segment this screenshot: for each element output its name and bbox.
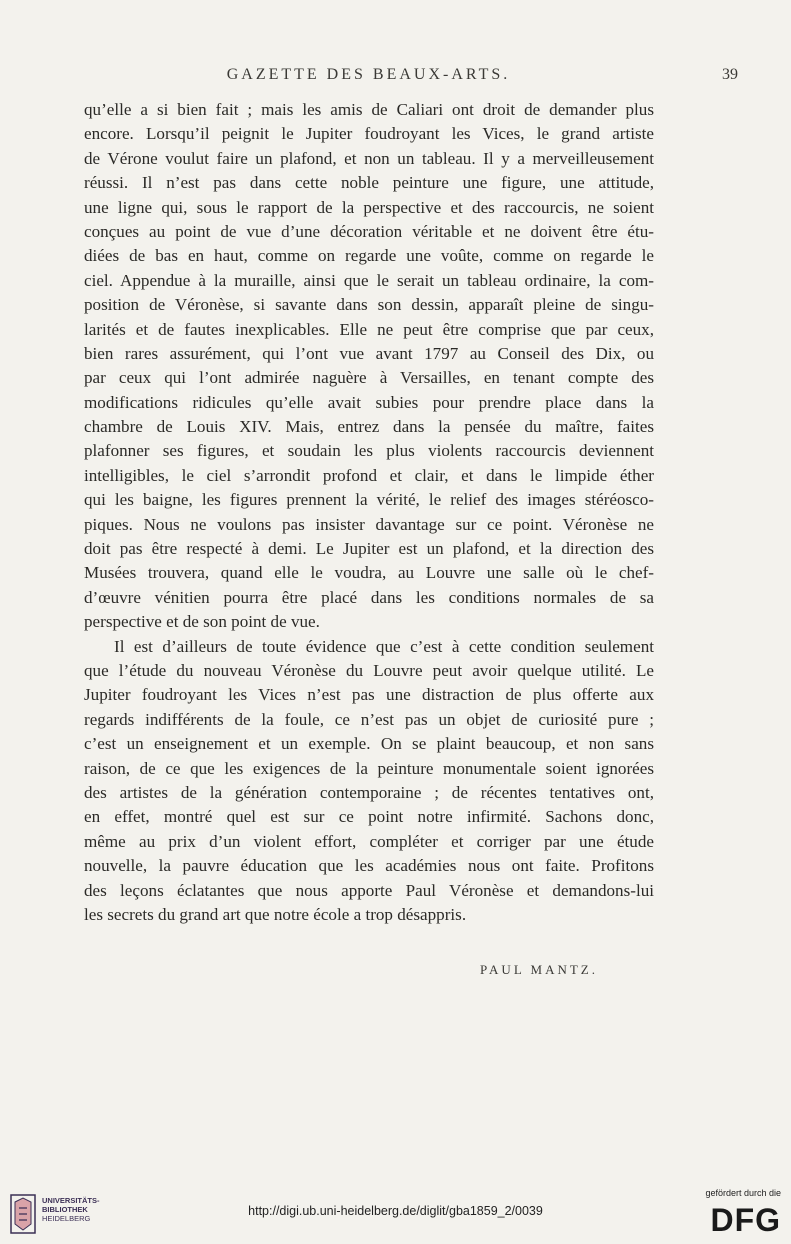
library-name-line-2: BIBLIOTHEK [42, 1205, 88, 1214]
paragraph-2 [84, 635, 654, 928]
text-line: des artistes de la génération contemporaine ; de récentes tentatives ont, [84, 782, 654, 802]
text-line: raison, de ce que les exigences de la peinture monumentale soient ignorées [84, 758, 654, 778]
page-number: 39 [722, 66, 738, 83]
paragraph-1 [84, 98, 654, 635]
text-line: perspective et de son point de vue. [84, 612, 320, 632]
text-line: Il est d’ailleurs de toute évidence que c’est à cette condition seulement [114, 636, 654, 656]
dfg-logo: DFG [710, 1202, 781, 1238]
text-line: intelligibles, le ciel s’arrondit profond et clair, et dans le limpide éther [84, 465, 654, 485]
text-line: même au prix d’un violent effort, compléter et corriger par une étude [84, 831, 654, 851]
text-line: des leçons éclatantes que nous apporte Paul Véronèse et demandons-lui [84, 880, 654, 900]
digitization-footer [0, 1186, 791, 1244]
library-name-line-3: HEIDELBERG [42, 1214, 91, 1223]
text-line: de Vérone voulut faire un plafond, et non un tableau. Il y a merveilleusement [84, 148, 654, 168]
text-line: plafonner ses figures, et soudain les plus violents raccourcis deviennent [84, 441, 654, 461]
text-line: une ligne qui, sous le rapport de la perspective et des raccourcis, ne soient [84, 197, 654, 217]
author-signature: PAUL MANTZ. [480, 962, 598, 977]
text-line: c’est un enseignement et un exemple. On se plaint beaucoup, et non sans [84, 734, 654, 754]
library-name-line-1: UNIVERSITÄTS- [42, 1196, 100, 1205]
page-header [84, 66, 738, 90]
text-line: en effet, montré quel est sur ce point notre infirmité. Sachons donc, [84, 807, 654, 827]
text-line: qu’elle a si bien fait ; mais les amis de Caliari ont droit de demander plus [84, 100, 654, 119]
text-line: qui les baigne, les figures prennent la vérité, le relief des images stéréosco- [84, 490, 654, 510]
text-line: conçues au point de vue d’une décoration véritable et ne doivent être étu- [84, 221, 654, 241]
text-line: Musées trouvera, quand elle le voudra, au Louvre une salle où le chef- [84, 563, 654, 583]
text-line: modifications ridicules qu’elle avait subies pour prendre place dans la [84, 392, 654, 412]
text-line: les secrets du grand art que notre école a trop désappris. [84, 904, 467, 924]
text-line: position de Véronèse, si savante dans son dessin, apparaît pleine de singu- [84, 295, 654, 315]
text-line: larités et de fautes inexplicables. Elle ne peut être comprise que par ceux, [84, 319, 654, 339]
text-line: diées de bas en haut, comme on regarde une voûte, comme on regarde le [84, 246, 654, 266]
text-line: nouvelle, la pauvre éducation que les académies nous ont faite. Profitons [84, 856, 654, 876]
text-line: réussi. Il n’est pas dans cette noble peinture une figure, une attitude, [84, 173, 654, 193]
text-line: par ceux qui l’ont admirée naguère à Versailles, en tenant compte des [84, 368, 654, 388]
text-line: doit pas être respecté à demi. Le Jupiter est un plafond, et la direction des [84, 539, 654, 559]
funding-note: gefördert durch die [705, 1188, 781, 1198]
text-line: regards indifférents de la foule, ce n’est pas un objet de curiosité pure ; [84, 709, 654, 729]
text-line: encore. Lorsqu’il peignit le Jupiter foudroyant les Vices, le grand artiste [84, 124, 654, 144]
running-title: GAZETTE DES BEAUX-ARTS. [226, 66, 511, 83]
text-line: que l’étude du nouveau Véronèse du Louvre peut avoir quelque utilité. Le [84, 660, 654, 680]
text-line: piques. Nous ne voulons pas insister davantage sur ce point. Véronèse ne [84, 514, 654, 534]
text-line: Jupiter foudroyant les Vices n’est pas une distraction de plus offerte aux [84, 685, 654, 705]
text-line: d’œuvre vénitien pourra être placé dans les conditions normales de sa [84, 587, 654, 607]
permalink-url[interactable]: http://digi.ub.uni-heidelberg.de/diglit/gba1859_2/0039 [248, 1204, 543, 1218]
text-line: ciel. Appendue à la muraille, ainsi que le serait un tableau ordinaire, la com- [84, 270, 654, 290]
text-line: chambre de Louis XIV. Mais, entrez dans la pensée du maître, faites [84, 417, 654, 437]
article-body [84, 98, 654, 927]
text-line: bien rares assurément, qui l’ont vue avant 1797 au Conseil des Dix, ou [84, 343, 654, 363]
